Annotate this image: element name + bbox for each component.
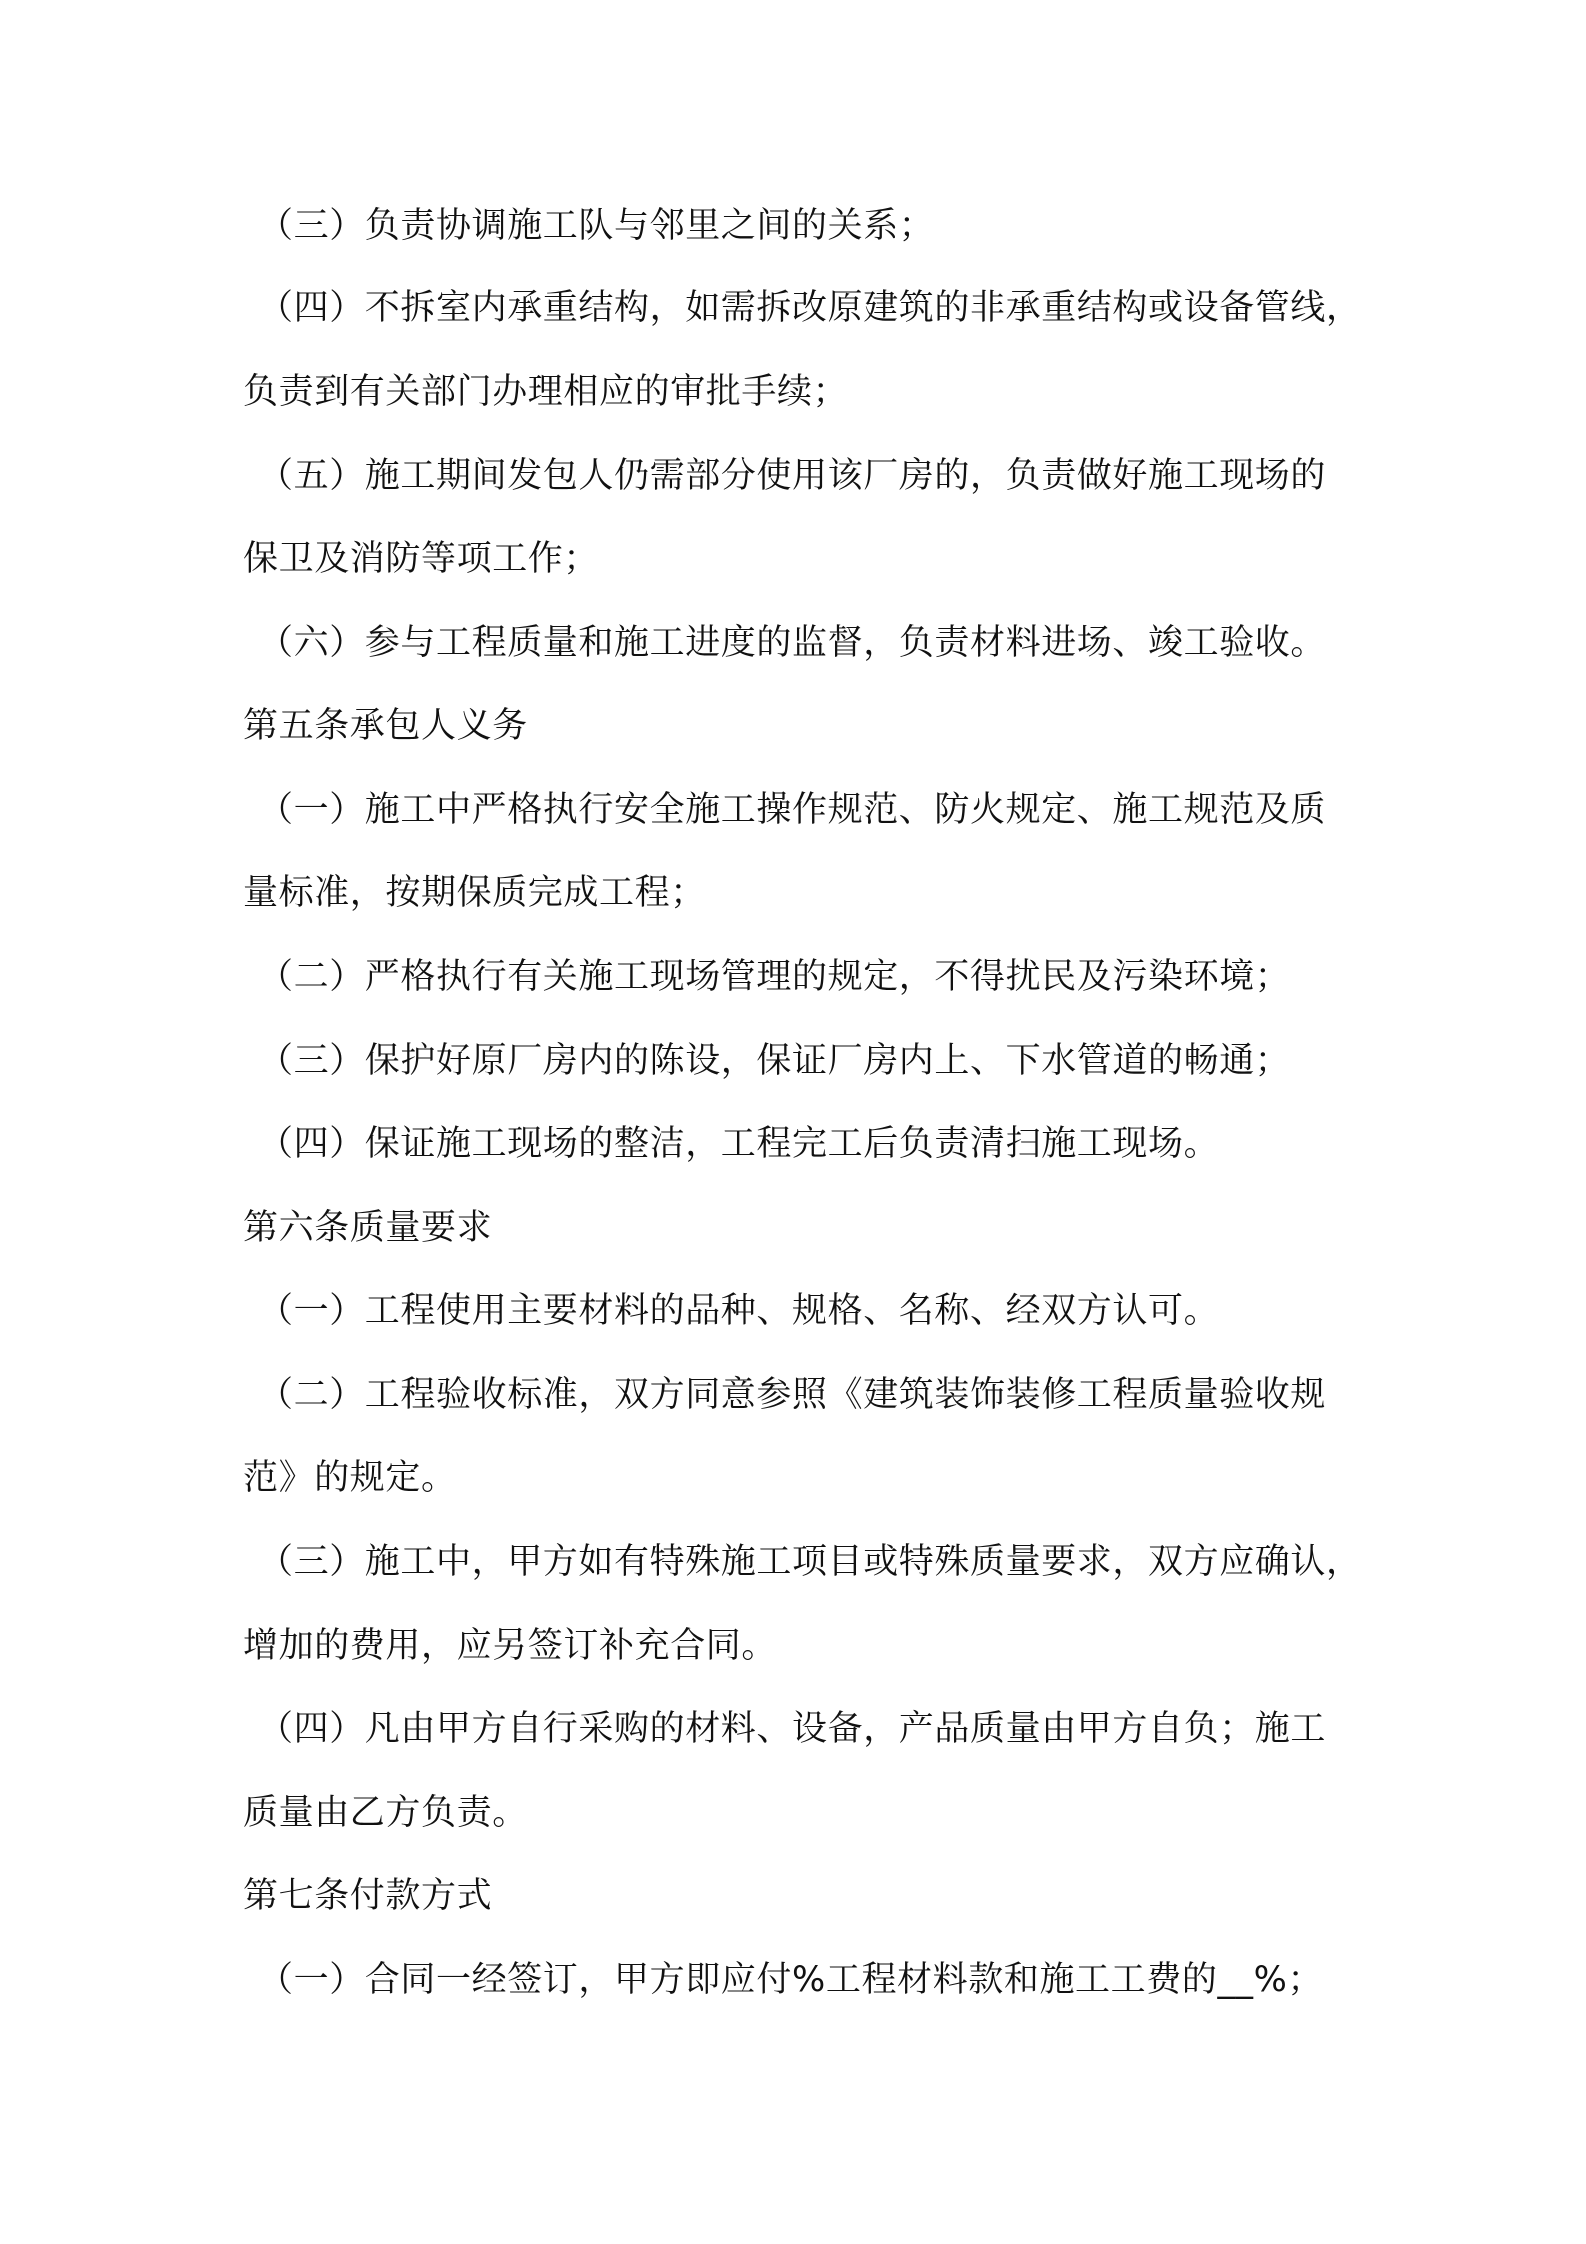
clause-4-item-3: （三）负责协调施工队与邻里之间的关系； — [258, 206, 935, 246]
clause-5-item-1: （一）施工中严格执行安全施工操作规范、防火规定、施工规范及质 — [258, 790, 1327, 830]
clause-4-item-4-continued: 负责到有关部门办理相应的审批手续； — [243, 372, 849, 412]
clause-6-item-1: （一）工程使用主要材料的品种、规格、名称、经双方认可。 — [258, 1291, 1220, 1331]
clause-7-heading: 第七条付款方式 — [243, 1876, 493, 1916]
clause-5-item-4: （四）保证施工现场的整洁，工程完工后负责清扫施工现场。 — [258, 1124, 1220, 1164]
clause-6-item-3-continued: 增加的费用，应另签订补充合同。 — [243, 1626, 778, 1666]
clause-6-item-3: （三）施工中，甲方如有特殊施工项目或特殊质量要求，双方应确认， — [258, 1542, 1362, 1582]
clause-5-item-2: （二）严格执行有关施工现场管理的规定，不得扰民及污染环境； — [258, 957, 1291, 997]
clause-5-heading: 第五条承包人义务 — [243, 706, 528, 746]
clause-5-item-3: （三）保护好原厂房内的陈设，保证厂房内上、下水管道的畅通； — [258, 1041, 1291, 1081]
clause-4-item-4: （四）不拆室内承重结构，如需拆改原建筑的非承重结构或设备管线， — [258, 288, 1362, 328]
clause-6-item-2-continued: 范》的规定。 — [243, 1458, 457, 1498]
clause-6-item-4-continued: 质量由乙方负责。 — [243, 1793, 528, 1833]
clause-5-item-1-continued: 量标准，按期保质完成工程； — [243, 873, 706, 913]
clause-6-item-4: （四）凡由甲方自行采购的材料、设备，产品质量由甲方自负；施工 — [258, 1709, 1327, 1749]
clause-4-item-5-continued: 保卫及消防等项工作； — [243, 539, 600, 579]
clause-7-item-1: （一）合同一经签订，甲方即应付%工程材料款和施工工费的__%； — [258, 1960, 1324, 2000]
clause-6-heading: 第六条质量要求 — [243, 1208, 493, 1248]
clause-6-item-2: （二）工程验收标准，双方同意参照《建筑装饰装修工程质量验收规 — [258, 1375, 1327, 1415]
clause-4-item-6: （六）参与工程质量和施工进度的监督，负责材料进场、竣工验收。 — [258, 623, 1327, 663]
clause-4-item-5: （五）施工期间发包人仍需部分使用该厂房的，负责做好施工现场的 — [258, 456, 1327, 496]
